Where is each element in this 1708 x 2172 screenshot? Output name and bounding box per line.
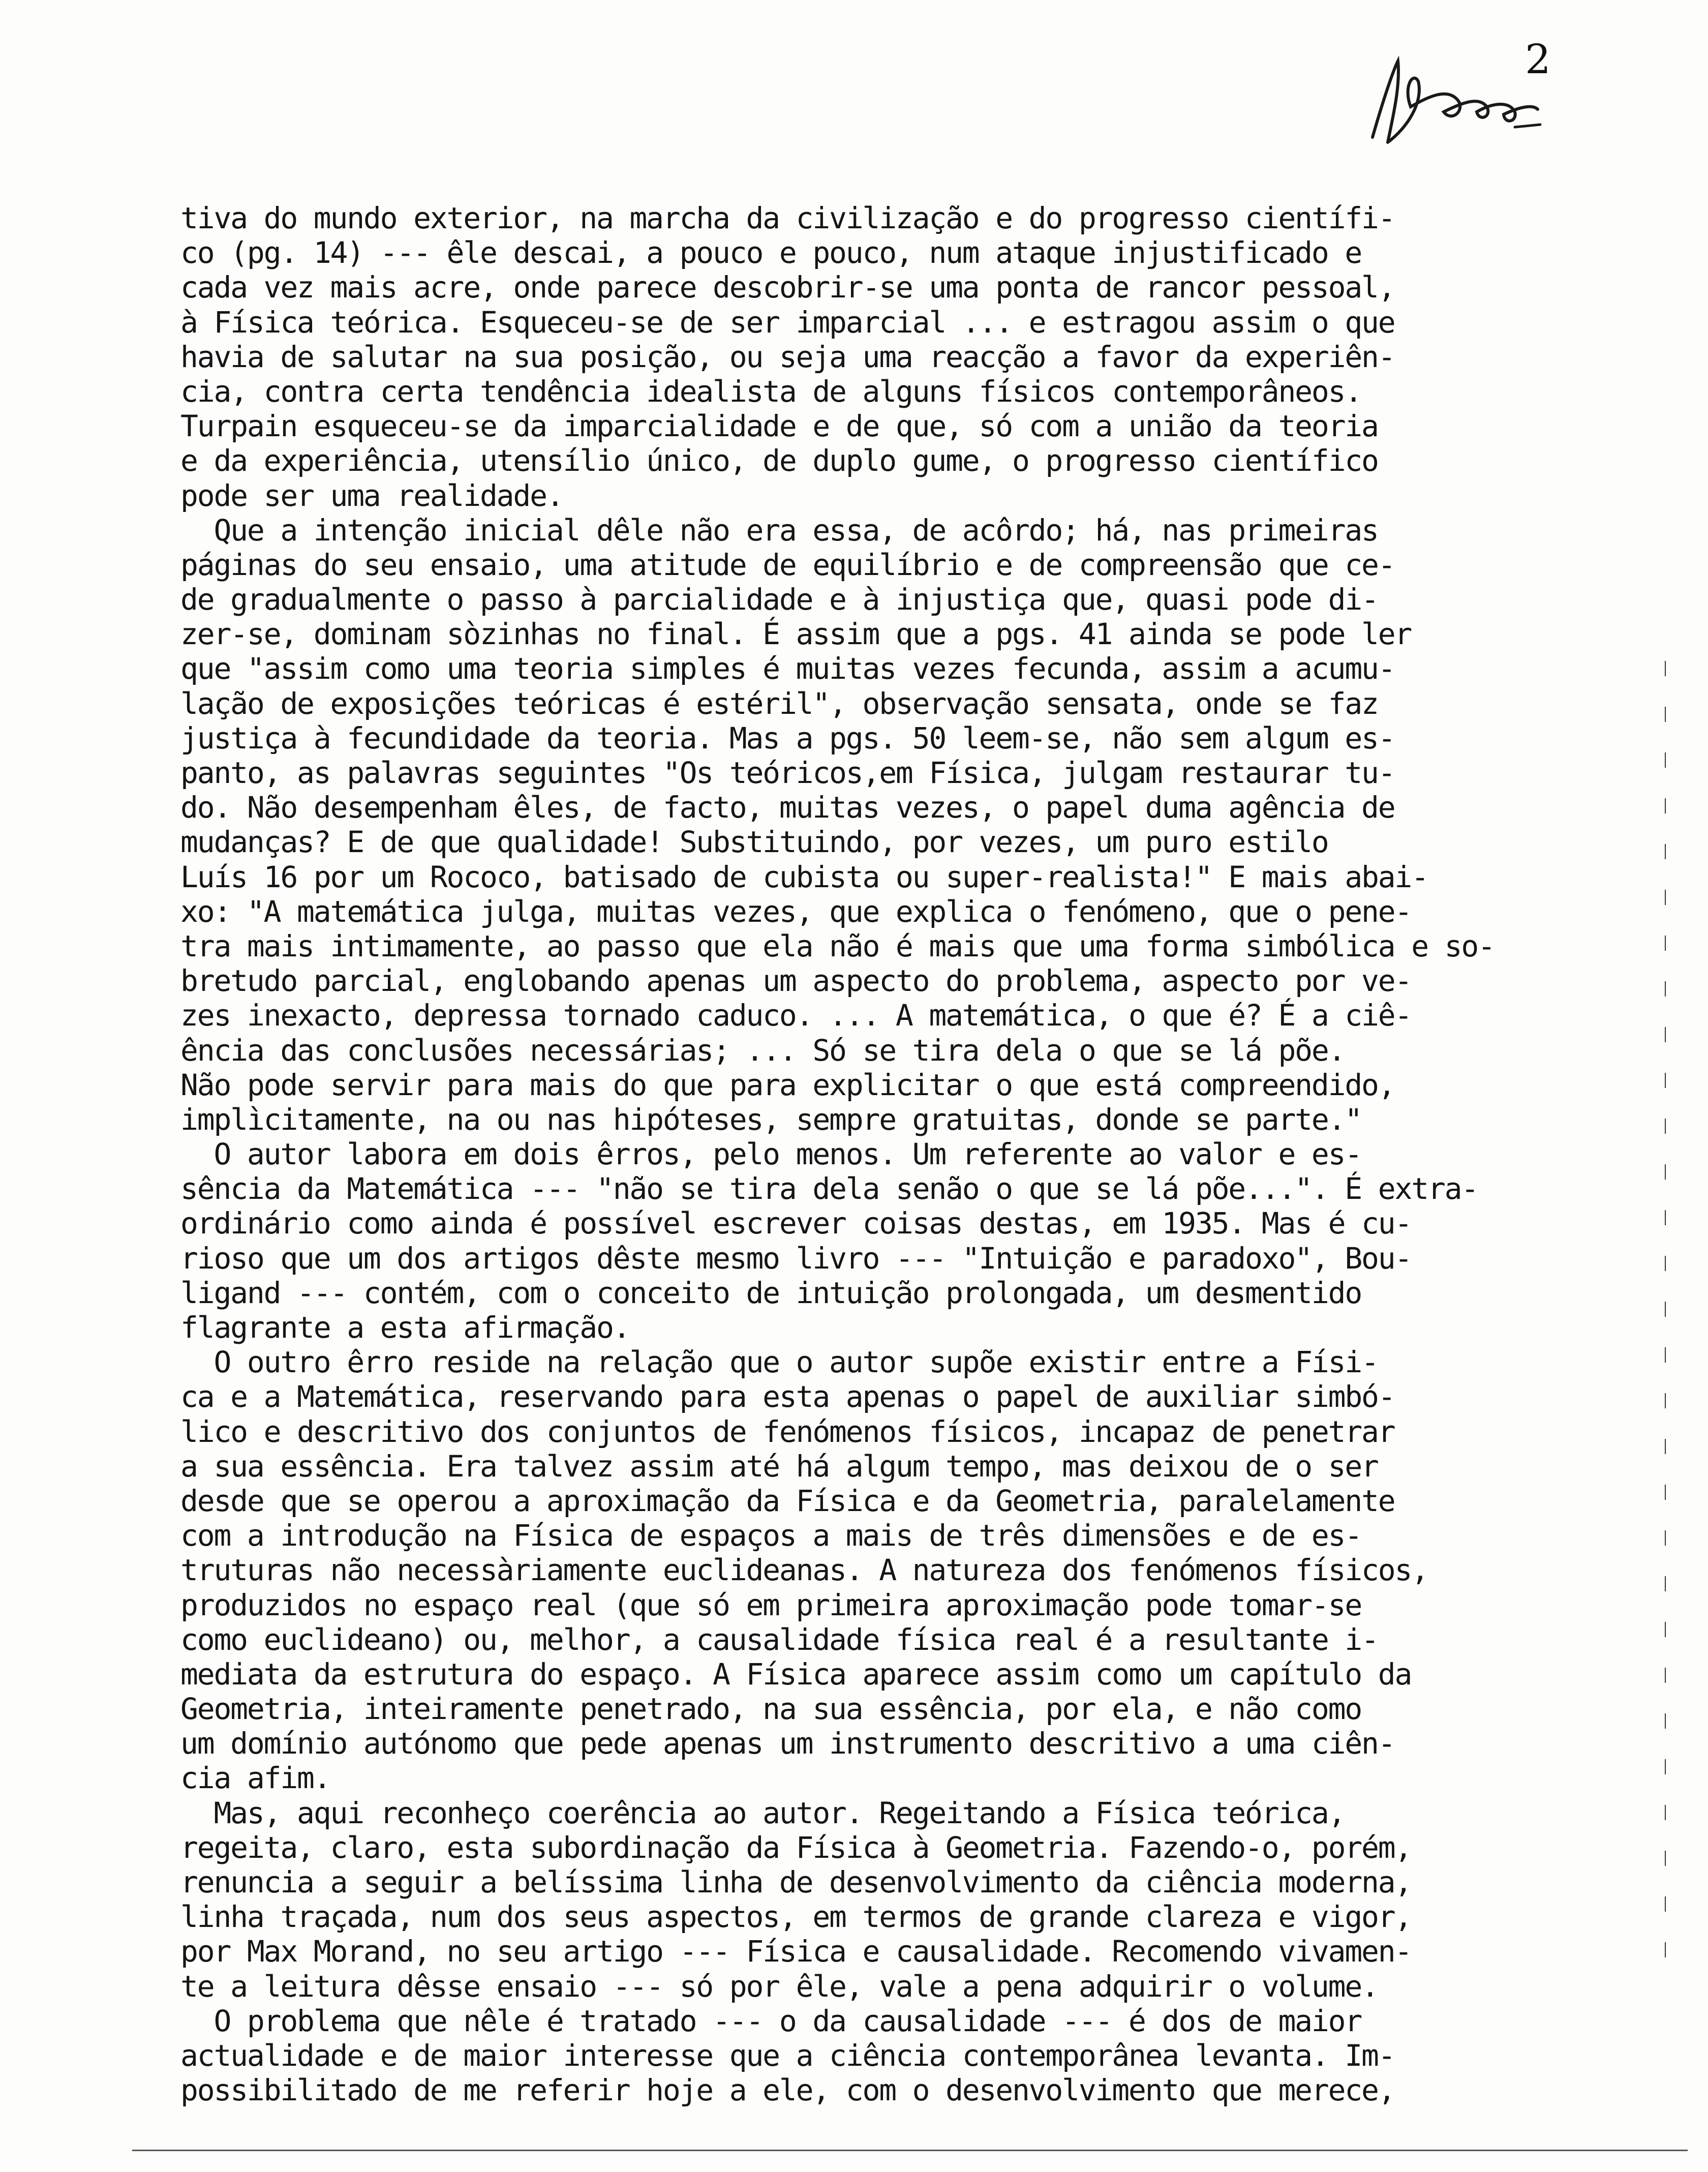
text-line: zer-se, dominam sòzinhas no final. É assim que a pgs. 41 ainda se pode ler: [180, 617, 1412, 652]
text-line: linha traçada, num dos seus aspectos, em termos de grande clareza e vigor,: [180, 1899, 1412, 1935]
text-line: com a introdução na Física de espaços a mais de três dimensões e de es-: [180, 1518, 1362, 1553]
text-line: ligand --- contém, com o conceito de intuição prolongada, um desmentido: [180, 1275, 1362, 1310]
text-line: Geometria, inteiramente penetrado, na sua essência, por ela, e não como: [180, 1692, 1362, 1727]
text-line: páginas do seu ensaio, uma atitude de equilíbrio e de compreensão que ce-: [180, 547, 1395, 582]
text-line: co (pg. 14) --- êle descai, a pouco e pouco, num ataque injustificado e: [180, 235, 1362, 270]
text-line: como euclideano) ou, melhor, a causalidade física real é a resultante i-: [180, 1622, 1378, 1657]
text-line: cia, contra certa tendência idealista de alguns físicos contemporâneos.: [180, 374, 1362, 409]
text-line: Não pode servir para mais do que para explicitar o que está compreendido,: [180, 1067, 1395, 1102]
text-line: Que a intenção inicial dêle não era essa, de acôrdo; há, nas primeiras: [180, 512, 1378, 548]
text-line: O problema que nêle é tratado --- o da causalidade --- é dos de maior: [180, 2003, 1362, 2038]
text-line: tiva do mundo exterior, na marcha da civilização e do progresso científi-: [180, 201, 1395, 235]
text-line: cada vez mais acre, onde parece descobrir-se uma ponta de rancor pessoal,: [180, 270, 1395, 305]
text-line: por Max Morand, no seu artigo --- Física e causalidade. Recomendo vivamen-: [180, 1934, 1412, 1969]
text-line: à Física teórica. Esqueceu-se de ser imparcial ... e estragou assim o que: [180, 305, 1395, 340]
text-line: havia de salutar na sua posição, ou seja uma reacção a favor da experiên-: [180, 339, 1395, 374]
page-number: 2: [1525, 36, 1551, 83]
text-line: truturas não necessàriamente euclideanas. A natureza dos fenómenos físicos,: [180, 1553, 1428, 1588]
text-line: lico e descritivo dos conjuntos de fenómenos físicos, incapaz de penetrar: [180, 1414, 1395, 1449]
text-line: produzidos no espaço real (que só em primeira aproximação pode tomar-se: [180, 1587, 1362, 1622]
text-line: te a leitura dêsse ensaio --- só por êle, vale a pena adquirir o volume.: [180, 1969, 1378, 2004]
text-line: tra mais intimamente, ao passo que ela não é mais que uma forma simbólica e so-: [180, 928, 1494, 963]
text-line: possibilitado de me referir hoje a ele, com o desenvolvimento que merece,: [180, 2073, 1395, 2108]
text-line: bretudo parcial, englobando apenas um aspecto do problema, aspecto por ve-: [180, 963, 1412, 999]
text-line: lação de exposições teóricas é estéril", observação sensata, onde se faz: [180, 686, 1378, 721]
text-line: ca e a Matemática, reservando para esta apenas o papel de auxiliar simbó-: [180, 1379, 1395, 1414]
text-line: renuncia a seguir a belíssima linha de desenvolvimento da ciência moderna,: [180, 1865, 1412, 1899]
text-line: implìcitamente, na ou nas hipóteses, sempre gratuitas, donde se parte.": [180, 1102, 1362, 1137]
text-line: flagrante a esta afirmação.: [180, 1310, 630, 1345]
typewritten-body: [180, 201, 1665, 2107]
text-line: do. Não desempenham êles, de facto, muitas vezes, o papel duma agência de: [180, 790, 1395, 825]
text-line: cia afim.: [180, 1761, 330, 1796]
text-line: a sua essência. Era talvez assim até há algum tempo, mas deixou de o ser: [180, 1449, 1378, 1484]
text-line: justiça à fecundidade da teoria. Mas a pgs. 50 leem-se, não sem algum es-: [180, 720, 1395, 756]
text-line: de gradualmente o passo à parcialidade e à injustiça que, quasi pode di-: [180, 582, 1378, 617]
text-line: que "assim como uma teoria simples é muitas vezes fecunda, assim a acumu-: [180, 651, 1395, 686]
text-line: ência das conclusões necessárias; ... Só se tira dela o que se lá põe.: [180, 1033, 1345, 1068]
text-line: O outro êrro reside na relação que o autor supõe existir entre a Físi-: [180, 1345, 1378, 1380]
text-line: mudanças? E de que qualidade! Substituindo, por vezes, um puro estilo: [180, 825, 1328, 860]
text-line: desde que se operou a aproximação da Física e da Geometria, paralelamente: [180, 1483, 1395, 1518]
text-line: actualidade e de maior interesse que a ciência contemporânea levanta. Im-: [180, 2038, 1395, 2073]
text-line: ordinário como ainda é possível escrever coisas destas, em 1935. Mas é cu-: [180, 1206, 1412, 1241]
bottom-edge-line: [132, 2150, 1688, 2151]
text-line: xo: "A matemática julga, muitas vezes, que explica o fenómeno, que o pene-: [180, 894, 1412, 929]
text-line: mediata da estrutura do espaço. A Física aparece assim como um capítulo da: [180, 1656, 1412, 1692]
scan-edge-mark: [1665, 661, 1666, 1983]
text-line: O autor labora em dois êrros, pelo menos. Um referente ao valor e es-: [180, 1137, 1362, 1172]
text-line: Luís 16 por um Rococo, batisado de cubista ou super-realista!" E mais abai-: [180, 859, 1428, 894]
text-line: Turpain esqueceu-se da imparcialidade e de que, só com a união da teoria: [180, 409, 1378, 444]
text-line: panto, as palavras seguintes "Os teóricos,em Física, julgam restaurar tu-: [180, 756, 1395, 790]
text-line: um domínio autónomo que pede apenas um instrumento descritivo a uma ciên-: [180, 1726, 1395, 1761]
text-line: regeita, claro, esta subordinação da Física à Geometria. Fazendo-o, porém,: [180, 1830, 1412, 1865]
text-line: sência da Matemática --- "não se tira dela senão o que se lá põe...". É extra-: [180, 1171, 1478, 1206]
text-line: pode ser uma realidade.: [180, 478, 563, 513]
text-line: e da experiência, utensílio único, de duplo gume, o progresso científico: [180, 443, 1378, 478]
text-line: zes inexacto, depressa tornado caduco. ... A matemática, o que é? É a ciê-: [180, 998, 1412, 1033]
text-line: Mas, aqui reconheço coerência ao autor. Regeitando a Física teórica,: [180, 1795, 1345, 1830]
text-line: rioso que um dos artigos dêste mesmo livro --- "Intuição e paradoxo", Bou-: [180, 1241, 1412, 1276]
